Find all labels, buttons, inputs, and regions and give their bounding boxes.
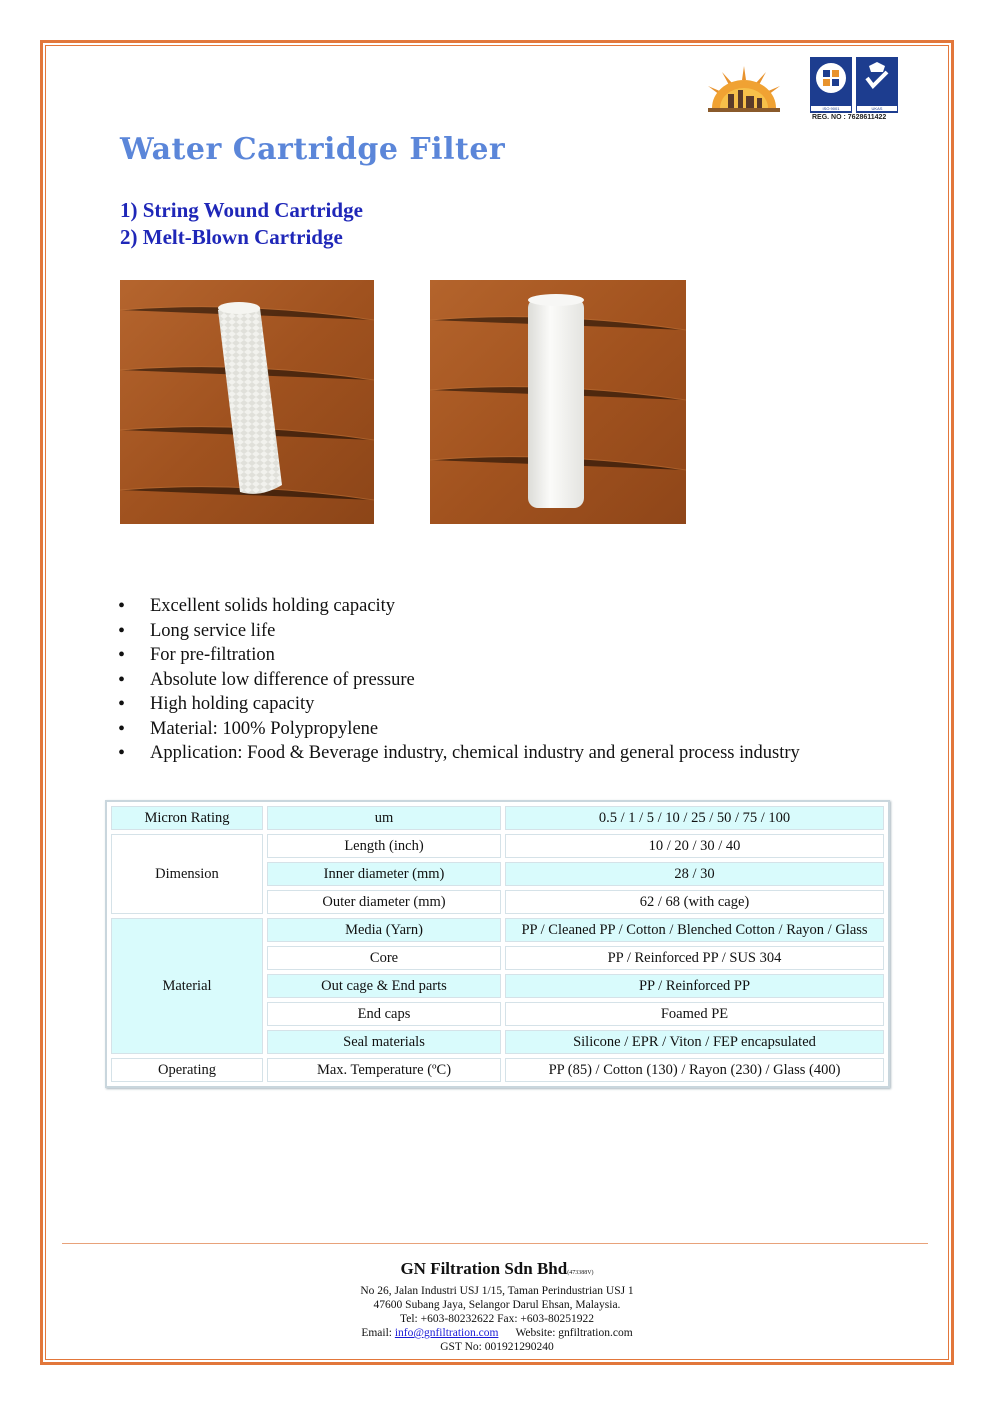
table-cell: Core [267, 946, 501, 970]
footer-divider [62, 1243, 928, 1244]
specification-table [105, 800, 890, 1088]
table-cell: End caps [267, 1002, 501, 1026]
table-cell: Operating [111, 1058, 263, 1082]
table-row [111, 918, 884, 942]
feature-item: • Absolute low difference of pressure [112, 668, 800, 693]
company-logo [702, 64, 786, 116]
table-cell: Silicone / EPR / Viton / FEP encapsulated [505, 1030, 884, 1054]
registration-number: REG. NO : 7628611422 [812, 114, 887, 121]
feature-item: • Material: 100% Polypropylene [112, 717, 800, 742]
company-name-line [0, 1258, 994, 1284]
address-line-2: 47600 Subang Jaya, Selangor Darul Ehsan, Malaysia. [373, 1299, 621, 1311]
table-cell: PP (85) / Cotton (130) / Rayon (230) / Glass (400) [505, 1058, 884, 1082]
iso-9001-logo [810, 57, 852, 113]
table-cell: Foamed PE [505, 1002, 884, 1026]
email-label: Email: [361, 1327, 392, 1339]
feature-list [112, 594, 800, 766]
table-cell: 0.5 / 1 / 5 / 10 / 25 / 50 / 75 / 100 [505, 806, 884, 830]
table-cell: 10 / 20 / 30 / 40 [505, 834, 884, 858]
cartridge-type-string-wound: 1) String Wound Cartridge [120, 198, 363, 222]
table-cell: Inner diameter (mm) [267, 862, 501, 886]
feature-item: • High holding capacity [112, 692, 800, 717]
table-cell: Dimension [111, 834, 263, 914]
table-cell: Outer diameter (mm) [267, 890, 501, 914]
table-cell: Seal materials [267, 1030, 501, 1054]
company-reg-number: (473388V) [567, 1270, 594, 1276]
ukas-logo [856, 57, 898, 113]
string-wound-cartridge-photo [120, 280, 374, 524]
feature-item: • Long service life [112, 619, 800, 644]
page-title: Water Cartridge Filter [120, 132, 506, 167]
certification-logos [810, 57, 898, 113]
feature-item: • Excellent solids holding capacity [112, 594, 800, 619]
table-row [111, 806, 884, 830]
table-cell: Out cage & End parts [267, 974, 501, 998]
company-name: GN Filtration Sdn Bhd [400, 1259, 568, 1278]
table-row [111, 834, 884, 858]
table-cell: PP / Reinforced PP / SUS 304 [505, 946, 884, 970]
phone-fax: Tel: +603-80232622 Fax: +603-80251922 [400, 1313, 594, 1325]
iso-logo-text: ISO 9001 [811, 106, 851, 111]
table-row [111, 1058, 884, 1082]
address-line-1: No 26, Jalan Industri USJ 1/15, Taman Perindustrian USJ 1 [360, 1285, 634, 1297]
table-cell: Max. Temperature (ºC) [267, 1058, 501, 1082]
table-cell: PP / Cleaned PP / Cotton / Blenched Cotton / Rayon / Glass [505, 918, 884, 942]
table-cell: 28 / 30 [505, 862, 884, 886]
ukas-logo-text: UKAS [857, 106, 897, 111]
table-cell: Media (Yarn) [267, 918, 501, 942]
cartridge-type-melt-blown: 2) Melt-Blown Cartridge [120, 225, 343, 249]
contact-line [0, 1326, 994, 1340]
melt-blown-cartridge-photo [430, 280, 686, 524]
table-cell: Micron Rating [111, 806, 263, 830]
table-cell: um [267, 806, 501, 830]
table-cell: 62 / 68 (with cage) [505, 890, 884, 914]
email-link[interactable]: info@gnfiltration.com [394, 1327, 499, 1339]
feature-item: • Application: Food & Beverage industry, chemical industry and general process industry [112, 741, 800, 766]
feature-item: • For pre-filtration [112, 643, 800, 668]
table-cell: PP / Reinforced PP [505, 974, 884, 998]
gst-number: GST No: 001921290240 [440, 1341, 554, 1353]
footer [0, 1258, 994, 1354]
table-cell: Length (inch) [267, 834, 501, 858]
cartridge-types [120, 197, 363, 251]
table-cell: Material [111, 918, 263, 1054]
website: Website: gnfiltration.com [515, 1327, 633, 1339]
